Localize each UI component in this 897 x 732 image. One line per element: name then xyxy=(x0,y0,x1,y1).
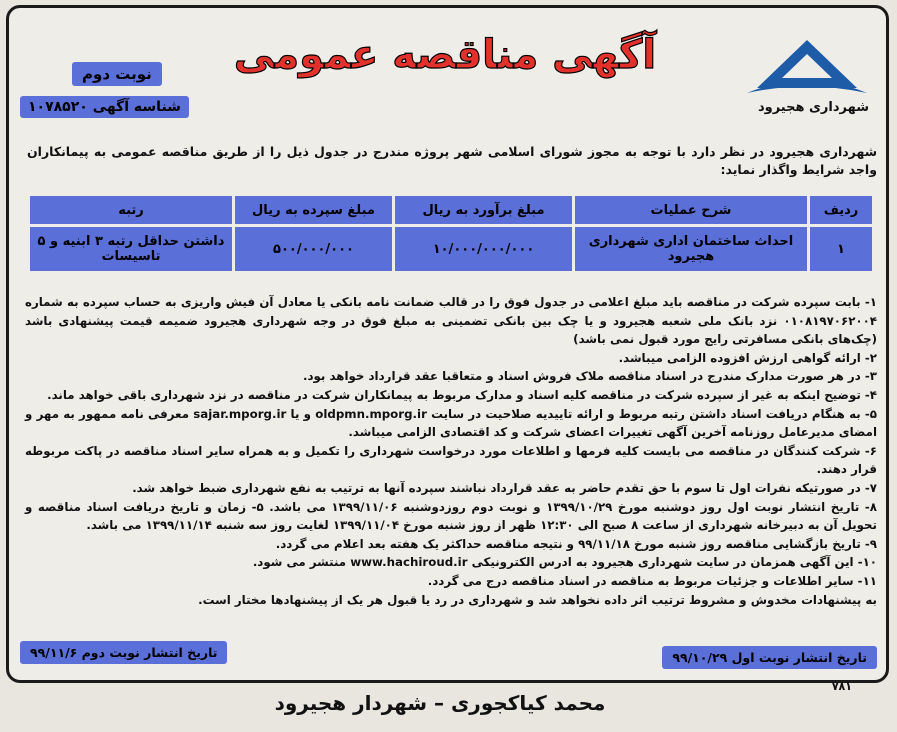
first-publish-date: تاریخ انتشار نوبت اول ۹۹/۱۰/۲۹ xyxy=(662,646,877,669)
operations-table xyxy=(27,193,875,274)
term-item: ۸- تاریخ انتشار نوبت اول روز دوشنبه مورخ ۱۳۹۹/۱۰/۲۹ و نوبت دوم روزدوشنبه ۱۳۹۹/۱۱/۰۶ می باشد. ۵- زمان و تاریخ دریافت اسناد مناقصه و تحویل آن به دبیرخانه شهرداری از ساعت ۸ صبح الی ۱۲:۳۰ ظهر از روز شنبه مورخ ۱۳۹۹/۱۱/۰۴ لغایت روز سه شنبه ۱۳۹۹/۱۱/۱۴ می باشد. xyxy=(25,499,877,533)
header-cell-estimate: مبلغ برآورد به ریال xyxy=(395,196,572,224)
header-cell-description: شرح عملیات xyxy=(575,196,807,224)
terms-list xyxy=(25,293,877,609)
term-item: ۴- توضیح اینکه به غیر از سپرده شرکت در مناقصه کلیه اسناد و مدارک مربوط به پیمانکاران شرکت در مناقصه در نزد شهرداری باقی خواهد ماند. xyxy=(47,387,877,402)
signature-line: محمد کیاکجوری – شهردار هجیرود xyxy=(274,691,606,715)
term-item: ۳- در هر صورت مدارک مندرج در اسناد مناقصه ملاک فروش اسناد و متعاقبا عقد قرارداد خواهد بود. xyxy=(302,369,877,384)
term-item: ۵- به هنگام دریافت اسناد داشتن رتبه مربوط و ارائه تاییدیه صلاحیت در سایت oldpmn.mporg.ir و یا sajar.mporg.ir معرفی نامه ممهور به مهر و امضای مدیرعامل روزنامه آخرین آگهی تغییرات اعضای شرکت و کد اقتصادی الزامی میباشد. xyxy=(25,406,877,440)
term-item: ۲- ارائه گواهی ارزش افزوده الزامی میباشد. xyxy=(618,350,877,365)
term-item: ۱۰- این آگهی همزمان در سایت شهرداری هجیرود به ادرس الکترونیکی www.hachiroud.ir منتشر می شود. xyxy=(252,555,877,570)
term-item: ۱۱- سایر اطلاعات و جزئیات مربوط به مناقصه در اسناد مناقصه درج می گردد. xyxy=(427,573,877,588)
cell-deposit: ۵۰۰/۰۰۰/۰۰۰ xyxy=(235,227,392,271)
intro-paragraph: شهرداری هجیرود در نظر دارد با توجه به مجوز شورای اسلامی شهر پروژه مندرج در جدول ذیل را از طریق مناقصه عمومی به پیمانکاران واجد شرایط واگذار نماید: xyxy=(27,144,877,177)
cell-row-number: ۱ xyxy=(810,227,872,271)
notice-title: آگهی مناقصه عمومی xyxy=(233,32,657,78)
header-cell-deposit: مبلغ سپرده به ریال xyxy=(235,196,392,224)
second-publish-date: تاریخ انتشار نوبت دوم ۹۹/۱۱/۶ xyxy=(20,641,227,664)
header-cell-grade: رتبه xyxy=(30,196,232,224)
header-cell-row: ردیف xyxy=(810,196,872,224)
cell-grade: داشتن حداقل رتبه ۳ ابنیه و ۵ تاسیسات xyxy=(30,227,232,271)
ad-id-badge: شناسه آگهی ۱۰۷۸۵۲۰ xyxy=(20,96,189,118)
cell-description: احداث ساختمان اداری شهرداری هجیرود xyxy=(575,227,807,271)
term-item: ۹- تاریخ بازگشایی مناقصه روز شنبه مورخ ۹۹/۱۱/۱۸ و نتیجه مناقصه حداکثر یک هفته بعد اعلام می گردد. xyxy=(275,536,877,551)
page-number: ۷۸۱ xyxy=(831,680,852,693)
term-item: ۶- شرکت کنندگان در مناقصه می بایست کلیه فرمها و اطلاعات مورد درخواست شهرداری را تکمیل و به همراه سایر اسناد مناقصه در پاکت مربوطه قرار دهند. xyxy=(25,443,877,477)
cell-estimate: ۱۰/۰۰۰/۰۰۰/۰۰۰ xyxy=(395,227,572,271)
table-row xyxy=(30,227,872,271)
organization-name: شهرداری هجیرود xyxy=(757,100,869,115)
term-item: ۷- در صورتیکه نفرات اول تا سوم با حق تقدم حاضر به عقد قرارداد نباشند سپرده آنها به ترتیب به نفع شهرداری ضبط خواهد شد. xyxy=(132,480,877,495)
table-header-row xyxy=(30,196,872,224)
round-badge: نوبت دوم xyxy=(72,62,162,86)
term-item: به پیشنهادات مخدوش و مشروط ترتیب اثر داده نخواهد شد و شهرداری در رد یا قبول هر یک از پیشنهادها مختار است. xyxy=(198,592,877,607)
term-item: ۱- بابت سپرده شرکت در مناقصه باید مبلغ اعلامی در جدول فوق را در قالب ضمانت نامه بانکی یا معادل آن فیش واریزی به حساب سپرده به شماره ۰۱۰۸۱۹۷۰۶۲۰۰۴ نزد بانک ملی شعبه هجیرود و یا چک بین بانکی تضمینی به مبلغ فوق در وجه شهرداری هجیرود ضمیمه قیمت پیشنهادی باشد (چک‌های بانکی مسافرتی رایج مورد قبول نمی باشد) xyxy=(25,295,877,347)
